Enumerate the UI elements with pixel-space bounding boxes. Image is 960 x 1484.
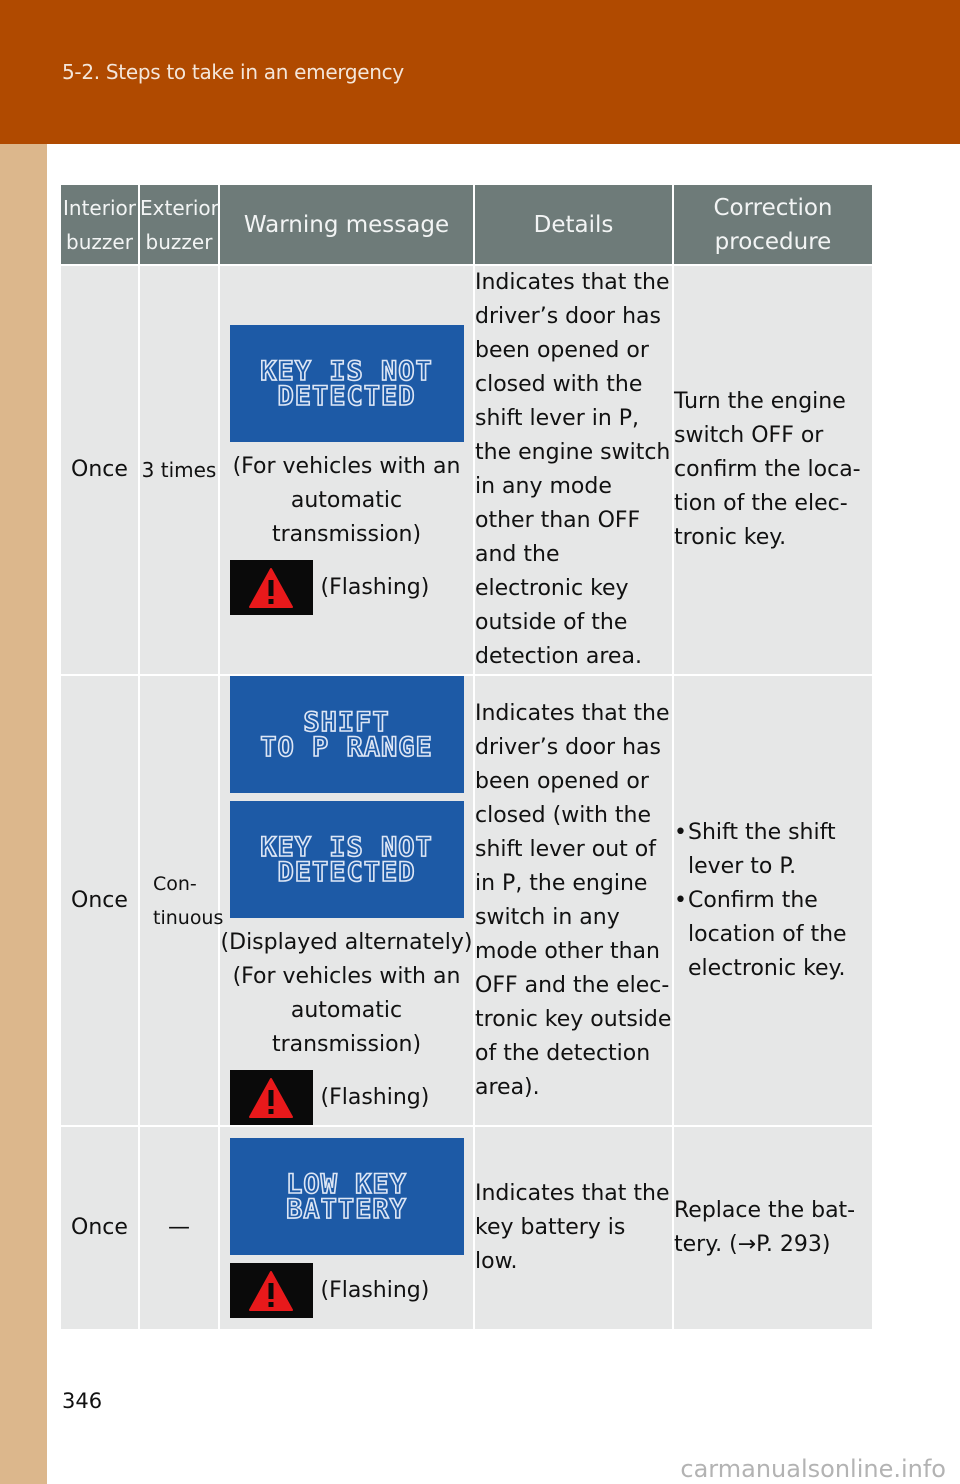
header-correction-procedure: Correction procedure	[673, 185, 872, 265]
correction-list	[674, 816, 872, 986]
exterior-buzzer-cell: 3 times	[139, 265, 219, 675]
alternate-note: (Displayed alternately)	[220, 930, 473, 955]
details-cell: Indicates that the driver’s door has been opened or closed with the shift lever in P, the engine switch in any mode other than OFF and the electronic key outside of the detection area.	[474, 265, 673, 675]
header-details: Details	[474, 185, 673, 265]
warning-message-cell	[219, 675, 474, 1126]
warning-triangle-icon	[230, 1263, 313, 1318]
exterior-buzzer-cell: Con-tinuous	[139, 675, 219, 1126]
transmission-note: automatic transmission)	[271, 488, 422, 547]
page-number: 346	[62, 1389, 103, 1413]
flashing-indicator	[230, 560, 464, 615]
interior-buzzer-cell: Once	[61, 265, 139, 675]
header-warning-message: Warning message	[219, 185, 474, 265]
key-not-detected-display: KEY IS NOT DETECTED	[230, 801, 464, 918]
transmission-note: automatic transmission)	[271, 998, 422, 1057]
correction-cell: Replace the bat-tery. (→P. 293)	[673, 1126, 872, 1329]
table-header-row	[61, 185, 872, 265]
header-bar	[0, 0, 960, 144]
flashing-label: (Flashing)	[320, 574, 430, 600]
correction-cell: Turn the engine switch OFF or confirm the loca-tion of the elec-tronic key.	[673, 265, 872, 675]
interior-buzzer-cell: Once	[61, 1126, 139, 1329]
list-item: • Confirm the location of the electronic key.	[674, 884, 872, 986]
warning-triangle-icon	[230, 560, 313, 615]
low-key-battery-display: LOW KEY BATTERY	[230, 1138, 464, 1255]
transmission-note: (For vehicles with an	[232, 454, 461, 479]
header-exterior-buzzer: Exterior buzzer	[139, 185, 219, 265]
details-cell: Indicates that the key battery is low.	[474, 1126, 673, 1329]
interior-buzzer-cell: Once	[61, 675, 139, 1126]
table-row	[61, 265, 872, 675]
flashing-indicator	[230, 1070, 464, 1125]
flashing-label: (Flashing)	[320, 1084, 430, 1110]
warning-message-cell	[219, 1126, 474, 1329]
details-cell: Indicates that the driver’s door has been opened or closed (with the shift lever out of in P, the engine switch in any mode other than OFF and the elec-tronic key outside of the detection area).	[474, 675, 673, 1126]
list-item: • Shift the shift lever to P.	[674, 816, 872, 884]
watermark: carmanualsonline.info	[680, 1455, 946, 1483]
shift-to-p-range-display: SHIFT TO P RANGE	[230, 676, 464, 793]
warning-table	[61, 185, 872, 1329]
transmission-note: (For vehicles with an	[232, 964, 461, 989]
table-row	[61, 675, 872, 1126]
warning-triangle-icon	[230, 1070, 313, 1125]
warning-message-cell	[219, 265, 474, 675]
flashing-indicator	[230, 1263, 464, 1318]
side-strip	[0, 144, 47, 1484]
correction-cell	[673, 675, 872, 1126]
key-not-detected-display: KEY IS NOT DETECTED	[230, 325, 464, 442]
table-row	[61, 1126, 872, 1329]
section-title: 5-2. Steps to take in an emergency	[62, 60, 404, 84]
exterior-buzzer-cell: —	[139, 1126, 219, 1329]
flashing-label: (Flashing)	[320, 1277, 430, 1303]
header-interior-buzzer: Interior buzzer	[61, 185, 139, 265]
